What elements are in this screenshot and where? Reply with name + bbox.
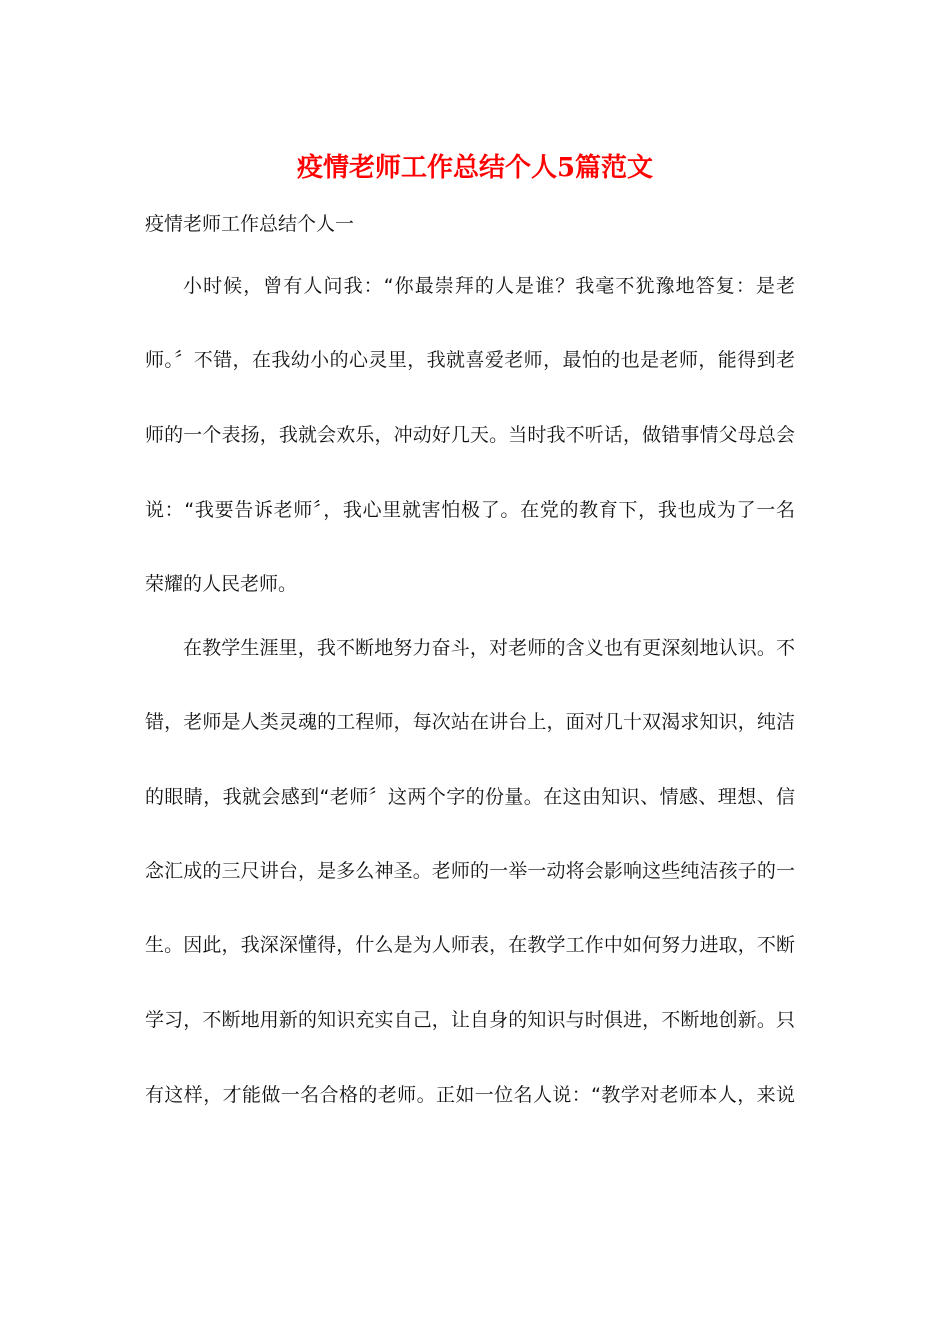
paragraph-line: 的眼睛，我就会感到“老师〞这两个字的份量。在这由知识、情感、理想、信 <box>145 786 795 808</box>
paragraph-line: 说：“我要告诉老师〞，我心里就害怕极了。在党的教育下，我也成为了一名 <box>145 499 795 521</box>
section-heading: 疫情老师工作总结个人一 <box>145 213 355 235</box>
paragraph-line: 有这样，才能做一名合格的老师。正如一位名人说：“教学对老师本人，来说 <box>145 1084 795 1106</box>
paragraph-line: 念汇成的三尺讲台，是多么神圣。老师的一举一动将会影响这些纯洁孩子的一 <box>145 860 795 882</box>
paragraph-line: 师。〞不错，在我幼小的心灵里，我就喜爱老师，最怕的也是老师，能得到老 <box>145 349 795 371</box>
document-title: 疫情老师工作总结个人5篇范文 <box>296 153 654 183</box>
paragraph-line: 生。因此，我深深懂得，什么是为人师表，在教学工作中如何努力进取，不断 <box>145 934 795 956</box>
paragraph-line: 在教学生涯里，我不断地努力奋斗，对老师的含义也有更深刻地认识。不 <box>183 637 795 659</box>
paragraph-line: 小时候，曾有人问我：“你最崇拜的人是谁？我毫不犹豫地答复：是老 <box>183 275 795 297</box>
paragraph-line: 荣耀的人民老师。 <box>145 573 298 595</box>
paragraph-line: 师的一个表扬，我就会欢乐，冲动好几天。当时我不听话，做错事情父母总会 <box>145 424 795 446</box>
paragraph-line: 错，老师是人类灵魂的工程师，每次站在讲台上，面对几十双渴求知识，纯洁 <box>145 711 795 733</box>
paragraph-line: 学习，不断地用新的知识充实自己，让自身的知识与时俱进，不断地创新。只 <box>145 1009 795 1031</box>
